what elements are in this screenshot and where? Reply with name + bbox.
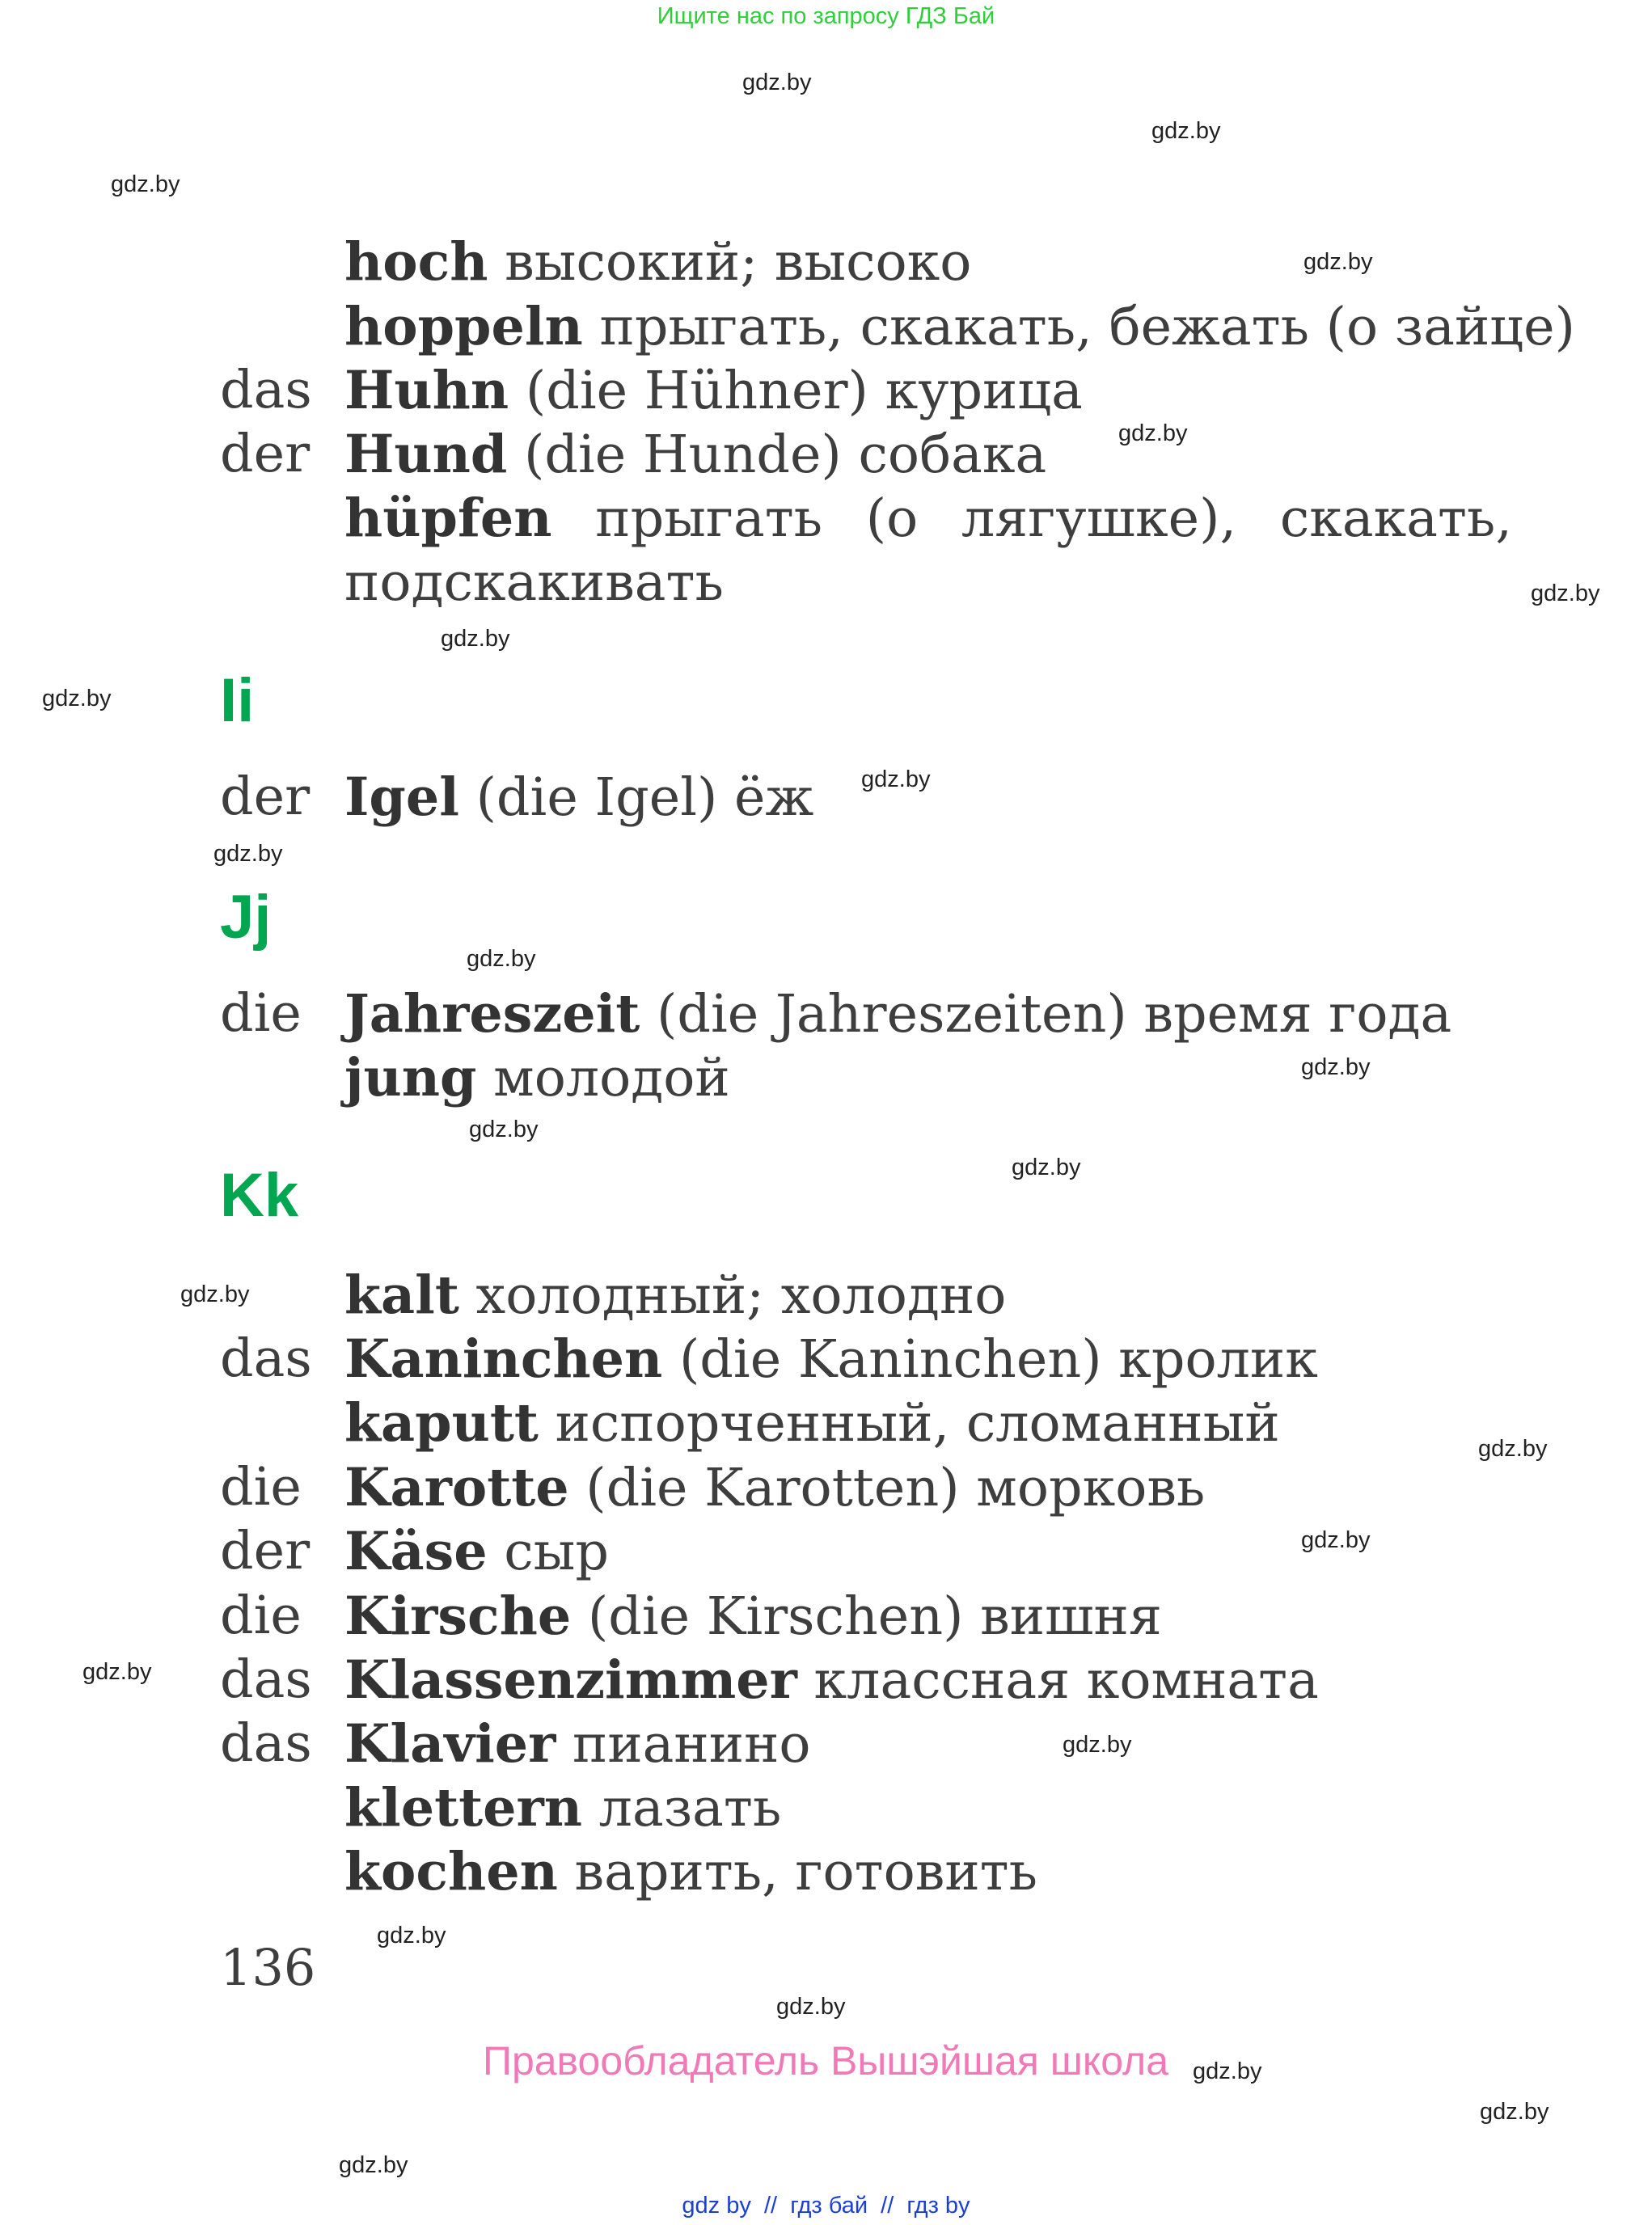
entry-translation: испорченный, сломанный [538,1393,1280,1454]
entry-headword: klettern [344,1777,582,1839]
watermark: gdz.by [1480,2099,1549,2125]
dictionary-entry [0,1839,1652,1904]
entry-translation: высокий; высоко [488,232,972,293]
entry-translation: холодный; холодно [458,1265,1007,1326]
dictionary-entry [0,1584,1652,1649]
watermark: gdz.by [1063,1732,1132,1758]
entry-translation: пианино [556,1714,811,1775]
entry-text [344,1775,781,1841]
entry-text [344,1648,1319,1713]
entry-translation: (die Kaninchen) кролик [662,1329,1318,1390]
entry-headword: hoppeln [344,296,583,357]
entry-article: die [220,1585,302,1646]
entry-translation: (die Karotten) морковь [568,1458,1206,1518]
top-banner[interactable]: Ищите нас по запросу ГДЗ Бай [657,3,995,29]
watermark: gdz.by [467,946,536,972]
entry-headword: Käse [344,1521,488,1582]
watermark: gdz.by [1012,1155,1081,1180]
dictionary-entry [0,1263,1652,1328]
entry-article: der [220,766,311,827]
entry-article: das [220,360,312,420]
watermark: gdz.by [1193,2058,1262,2084]
entry-headword: Klassenzimmer [344,1649,797,1711]
entry-article: der [220,424,311,484]
entry-headword: Huhn [344,360,509,421]
entry-text [344,550,724,615]
entry-headword: kalt [344,1264,459,1326]
dictionary-entry [0,1519,1652,1584]
entry-headword: kaputt [344,1392,539,1454]
watermark: gdz.by [1301,1527,1371,1553]
section-letter: Ii [220,666,255,735]
entry-headword: Kaninchen [344,1328,663,1390]
watermark: gdz.by [82,1659,152,1685]
watermark: gdz.by [1301,1054,1371,1080]
dictionary-entry [0,486,1652,551]
entry-article: das [220,1328,312,1389]
watermark: gdz.by [861,766,931,792]
entry-headword: hüpfen [344,488,552,549]
entry-translation: классная комната [796,1650,1319,1711]
entry-text [344,1391,1280,1456]
watermark: gdz.by [1151,118,1221,144]
watermark: gdz.by [180,1281,250,1307]
entry-text [344,1584,1162,1649]
entry-text [344,294,1575,360]
entry-headword: Kirsche [344,1585,572,1647]
entry-translation: прыгать (о лягушке), скакать, [551,488,1512,549]
entry-text [344,1839,1037,1905]
dictionary-entry [0,1455,1652,1520]
dictionary-entry [0,1327,1652,1391]
watermark: gdz.by [111,171,180,197]
entry-headword: Jahreszeit [344,983,640,1045]
footer-links[interactable]: gdz by // гдз бай // гдз by [682,2193,970,2219]
dictionary-entry [0,982,1652,1046]
copyright-notice: Правообладатель Вышэйшая школа [483,2038,1168,2084]
section-letter: Kk [220,1161,299,1230]
entry-text [344,1519,609,1585]
dictionary-entry [0,422,1652,487]
watermark: gdz.by [42,686,112,711]
dictionary-entry [0,358,1652,423]
entry-text [344,1712,811,1777]
entry-text [344,765,813,830]
entry-text [344,1263,1006,1328]
entry-translation: (die Hühner) курица [509,361,1083,421]
watermark: gdz.by [1531,581,1600,606]
entry-headword: jung [344,1047,477,1108]
entry-text [344,1045,730,1111]
entry-text [344,230,971,295]
entry-text [344,982,1451,1047]
dictionary-entry [0,550,1652,614]
entry-headword: Klavier [344,1713,556,1775]
watermark: gdz.by [1478,1436,1548,1462]
dictionary-entry [0,1045,1652,1110]
entry-headword: Igel [344,766,459,828]
entry-article: das [220,1649,312,1710]
watermark: gdz.by [1303,249,1373,275]
watermark: gdz.by [339,2152,408,2178]
entry-translation: подскакивать [344,552,724,613]
dictionary-entry [0,294,1652,359]
entry-article: das [220,1713,312,1774]
entry-headword: hoch [344,231,488,293]
watermark: gdz.by [213,841,283,867]
entry-article: der [220,1521,311,1581]
entry-translation: (die Kirschen) вишня [571,1586,1162,1647]
watermark: gdz.by [742,70,812,95]
entry-translation: молодой [476,1048,730,1108]
entry-translation: (die Igel) ёж [458,767,814,828]
entry-text [344,1327,1318,1392]
entry-translation: прыгать, скакать, бежать (о зайце) [582,297,1575,357]
dictionary-entry [0,230,1652,294]
entry-translation: (die Jahreszeiten) время года [640,984,1452,1045]
section-letter: Jj [220,883,272,952]
entry-text [344,486,1512,551]
watermark: gdz.by [469,1117,539,1142]
dictionary-entry [0,1712,1652,1776]
entry-translation: лазать [582,1778,782,1839]
entry-translation: (die Hunde) собака [507,424,1047,485]
entry-headword: kochen [344,1841,558,1902]
entry-article: die [220,983,302,1044]
page-number: 136 [220,1938,316,1997]
dictionary-entry [0,1775,1652,1840]
entry-headword: Karotte [344,1457,569,1518]
entry-text [344,358,1083,424]
entry-translation: варить, готовить [557,1842,1038,1902]
watermark: gdz.by [377,1923,446,1948]
watermark: gdz.by [1118,420,1188,446]
entry-translation: сыр [487,1522,609,1582]
entry-text [344,422,1046,488]
watermark: gdz.by [776,1994,846,2020]
entry-text [344,1455,1205,1521]
dictionary-entry [0,1648,1652,1712]
dictionary-entry [0,765,1652,830]
entry-article: die [220,1457,302,1518]
watermark: gdz.by [441,626,510,652]
entry-headword: Hund [344,424,508,485]
dictionary-entry [0,1391,1652,1455]
